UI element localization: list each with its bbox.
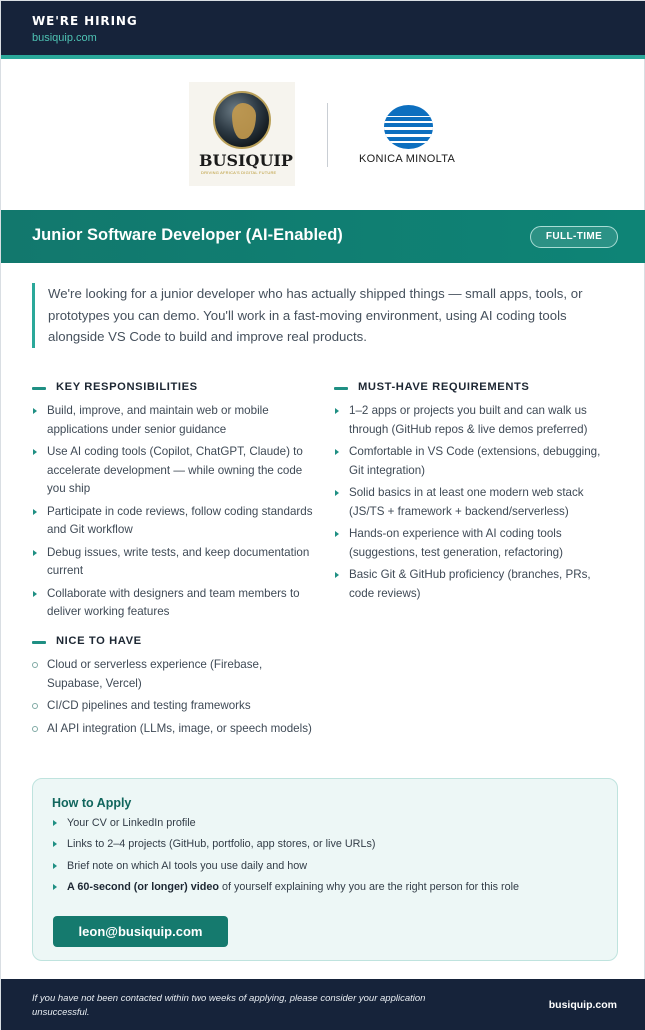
list-item: 1–2 apps or projects you built and can walk us through (GitHub repos & live demos preferred) [334,402,618,439]
apply-item: Your CV or LinkedIn profile [52,816,617,831]
nice-to-have-heading: NICE TO HAVE [56,635,142,647]
list-item: Debug issues, write tests, and keep documentation current [32,544,316,581]
bullet-arrow-icon [33,449,37,455]
intro-text: We're looking for a junior developer who has actually shipped things — small apps, tools, or prototypes you can demo. You'll work in a fast-moving environment, using AI coding tools alongside VS Code to build and improve real products. [48,286,583,344]
bullet-circle-icon [32,662,38,668]
intro-blurb [32,283,618,348]
heading-dash [32,641,46,644]
how-to-apply-box [32,778,618,961]
footer-note: If you have not been contacted within two weeks of applying, please consider your application unsuccessful. [32,993,426,1018]
list-item: CI/CD pipelines and testing frameworks [32,697,316,716]
header-site-link[interactable]: busiquip.com [32,32,97,44]
africa-shape [232,103,256,139]
nice-to-have-section [32,635,316,742]
bullet-arrow-icon [335,408,339,414]
bullet-arrow-icon [335,449,339,455]
requirements-heading: MUST-HAVE REQUIREMENTS [358,381,530,393]
requirements-section [334,381,618,607]
section-heading [32,635,316,651]
apply-item-video [52,880,617,895]
bullet-circle-icon [32,726,38,732]
heading-dash [32,387,46,390]
apply-email-button[interactable]: leon@busiquip.com [53,916,228,947]
logo-divider [327,103,328,167]
how-to-apply-heading: How to Apply [52,796,132,810]
bullet-arrow-icon [53,863,57,869]
bullet-arrow-icon [53,884,57,890]
konica-minolta-globe-icon [384,105,433,149]
bullet-arrow-icon [53,841,57,847]
footer [1,979,645,1030]
list-item: Collaborate with designers and team members to deliver working features [32,585,316,622]
list-item: Solid basics in at least one modern web stack (JS/TS + framework + backend/serverless) [334,484,618,521]
footer-site-link[interactable]: busiquip.com [548,999,617,1011]
responsibilities-section [32,381,316,626]
list-item: Hands-on experience with AI coding tools (suggestions, test generation, refactoring) [334,525,618,562]
bullet-arrow-icon [335,490,339,496]
responsibilities-heading: KEY RESPONSIBILITIES [56,381,198,393]
konica-minolta-wordmark: KONICA MINOLTA [359,153,456,165]
list-item: Participate in code reviews, follow coding standards and Git workflow [32,503,316,540]
employment-type-badge: FULL-TIME [530,226,618,248]
hiring-label: WE'RE HIRING [32,14,138,28]
list-item: AI API integration (LLMs, image, or speech models) [32,720,316,739]
apply-item: Links to 2–4 projects (GitHub, portfolio, app stores, or live URLs) [52,837,617,852]
busiquip-tagline: DRIVING AFRICA'S DIGITAL FUTURE [201,170,277,175]
apply-item: Brief note on which AI tools you use daily and how [52,859,617,874]
list-item: Basic Git & GitHub proficiency (branches, PRs, code reviews) [334,566,618,603]
bullet-arrow-icon [335,572,339,578]
list-item: Comfortable in VS Code (extensions, debugging, Git integration) [334,443,618,480]
globe-icon [213,91,271,149]
bullet-circle-icon [32,703,38,709]
top-header [1,1,645,55]
list-item: Cloud or serverless experience (Firebase, Supabase, Vercel) [32,656,316,693]
video-requirement-bold: A 60-second (or longer) video [67,881,219,894]
job-title-banner [1,210,645,263]
header-accent-stripe [1,55,645,59]
bullet-arrow-icon [33,591,37,597]
busiquip-wordmark: BUSIQUIP [199,151,293,170]
bullet-arrow-icon [33,550,37,556]
bullet-arrow-icon [335,531,339,537]
list-item: Build, improve, and maintain web or mobile applications under senior guidance [32,402,316,439]
heading-dash [334,387,348,390]
list-item: Use AI coding tools (Copilot, ChatGPT, Claude) to accelerate development — while owning the code you ship [32,443,316,499]
video-requirement-text: of yourself explaining why you are the right person for this role [218,881,520,894]
section-heading [334,381,618,397]
bullet-arrow-icon [33,408,37,414]
job-title: Junior Software Developer (AI-Enabled) [32,226,343,244]
section-heading [32,381,316,397]
bullet-arrow-icon [53,820,57,826]
bullet-arrow-icon [33,509,37,515]
busiquip-logo [189,82,295,186]
